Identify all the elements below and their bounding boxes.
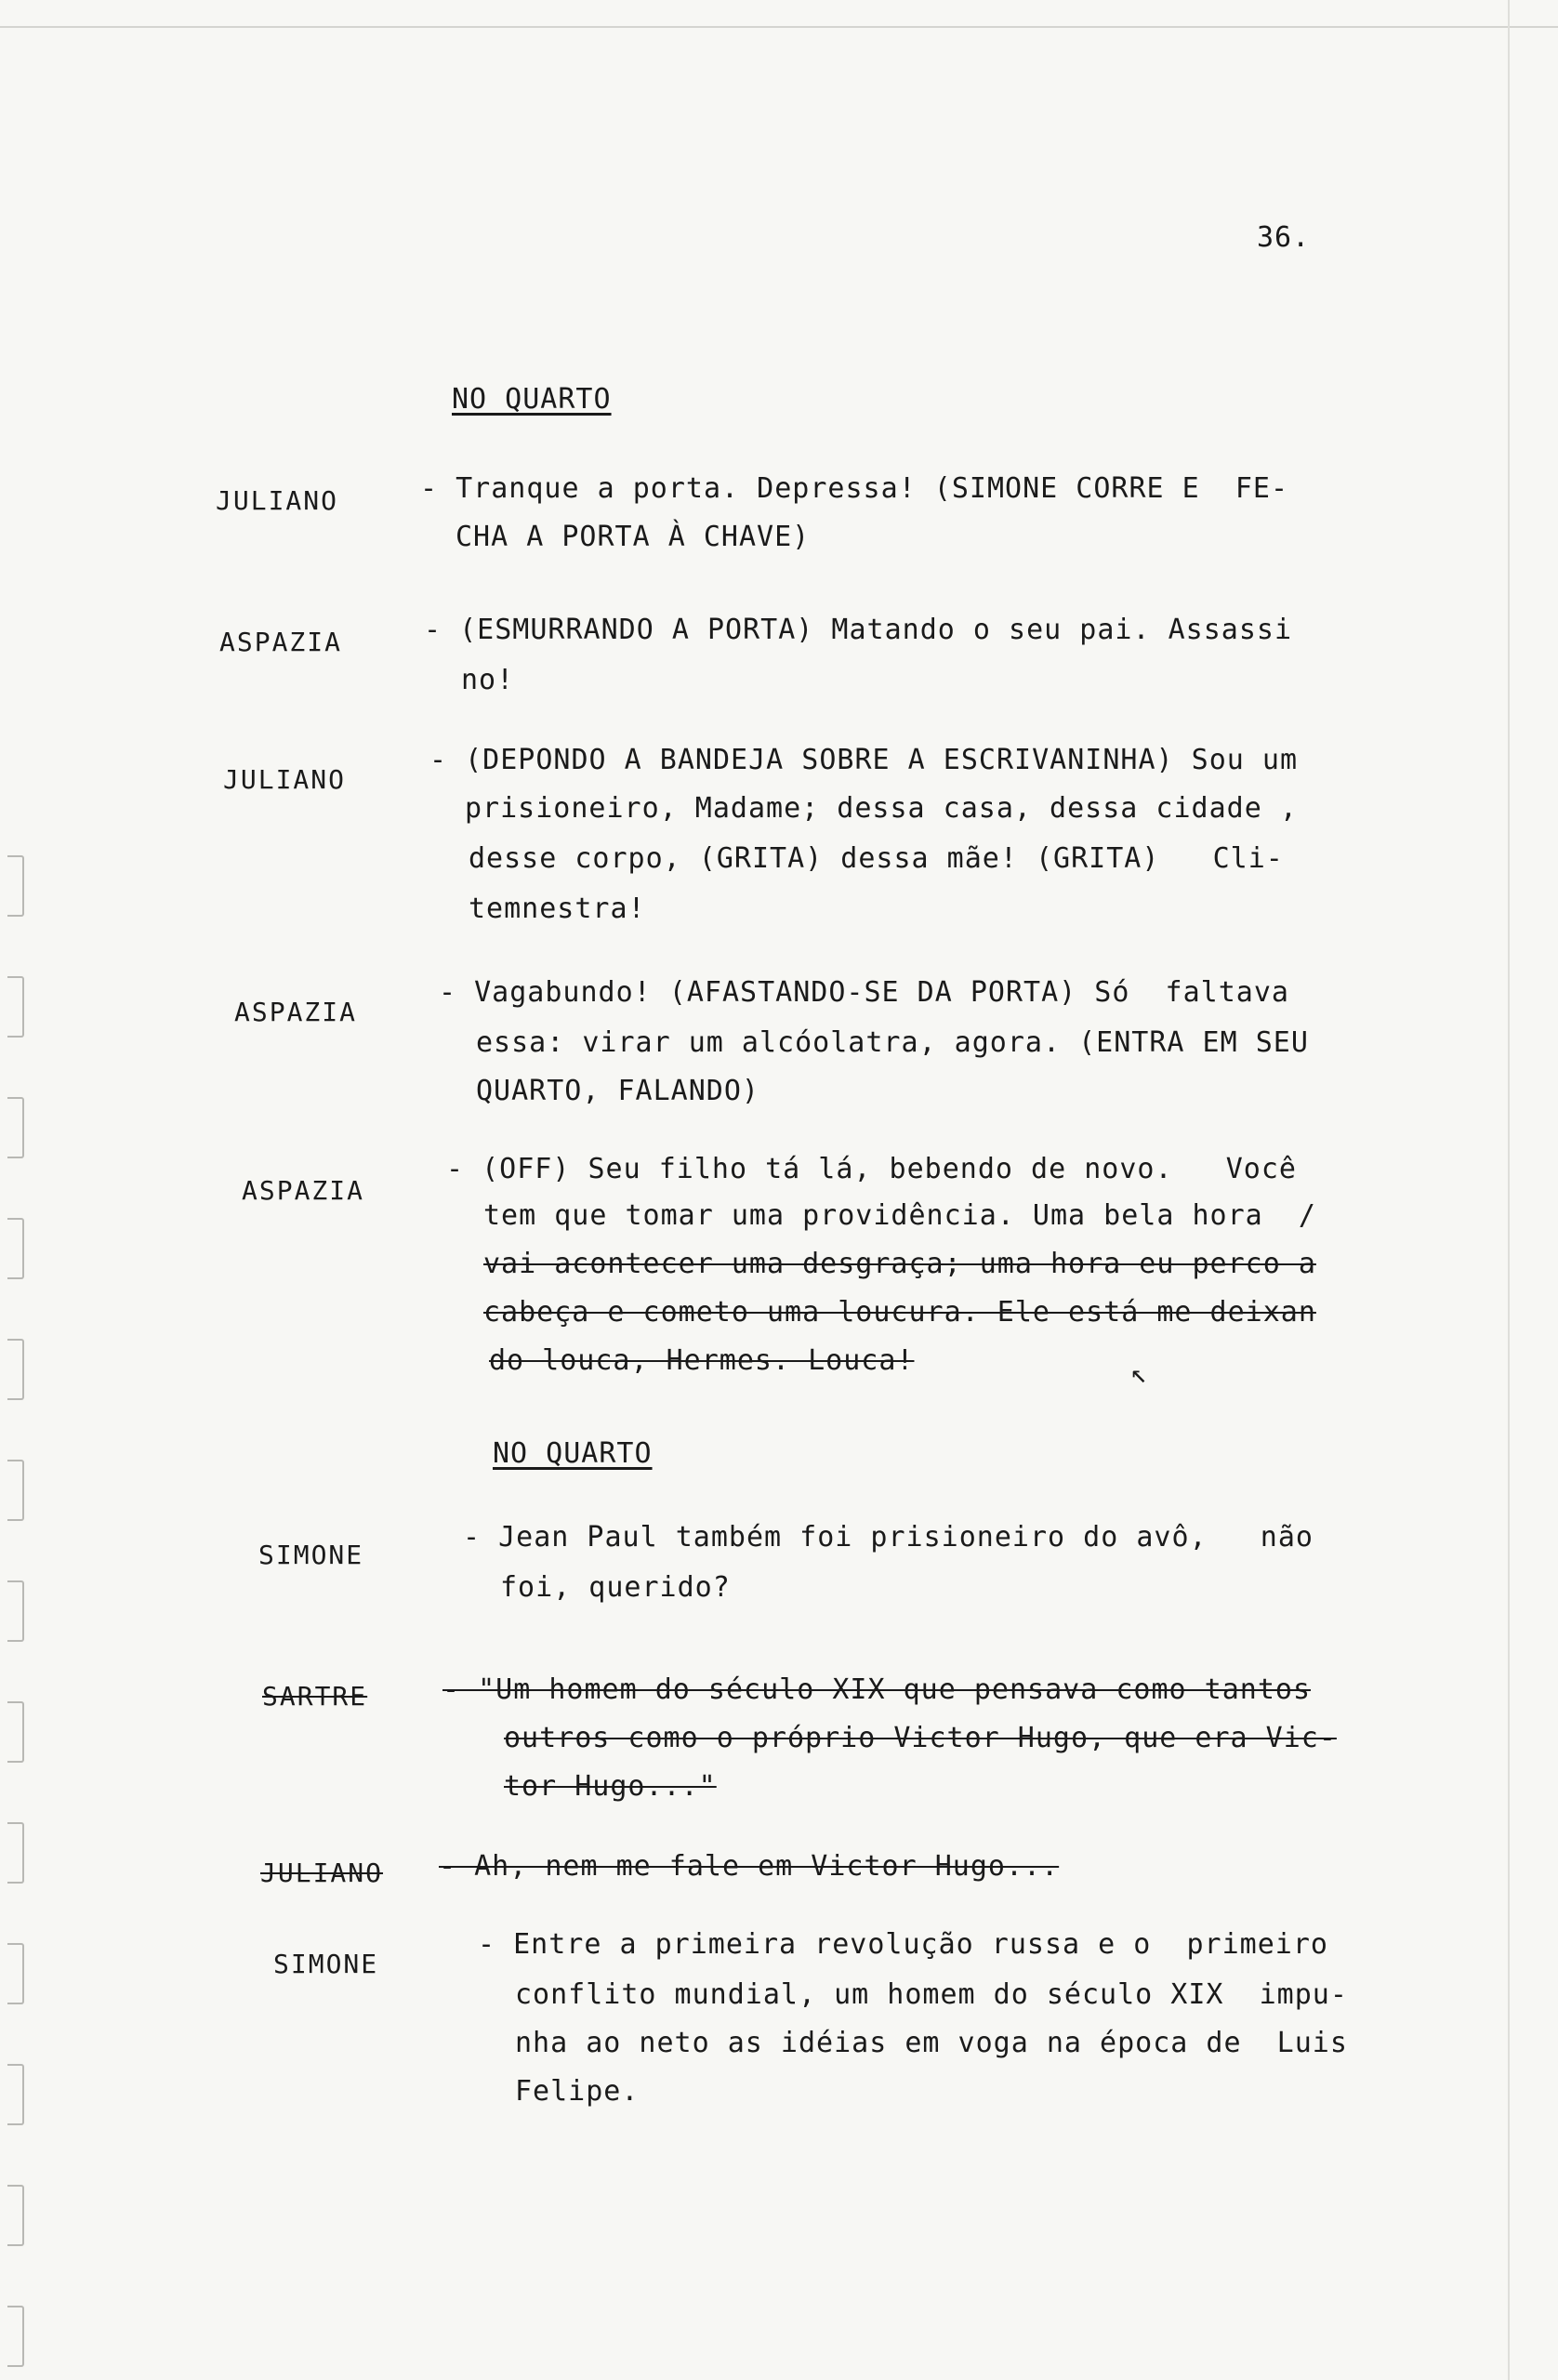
speaker-name: JULIANO	[223, 764, 347, 795]
dialogue-line: - (DEPONDO A BANDEJA SOBRE A ESCRIVANINHA) Sou um	[429, 744, 1299, 776]
dialogue-line: conflito mundial, um homem do século XIX impu-	[515, 1978, 1348, 2011]
binder-hole	[7, 2064, 24, 2125]
speaker-name: ASPAZIA	[242, 1175, 365, 1206]
speaker-name: JULIANO	[260, 1858, 384, 1888]
dialogue-line: CHA A PORTA À CHAVE)	[456, 521, 811, 553]
scan-edge-top	[0, 26, 1558, 28]
struck-line: outros como o próprio Victor Hugo, que era Vic-	[504, 1722, 1337, 1754]
binder-hole	[7, 1943, 24, 2004]
dialogue-line: temnestra!	[469, 892, 646, 925]
binder-hole	[7, 1701, 24, 1763]
dialogue-line: desse corpo, (GRITA) dessa mãe! (GRITA) Cli-	[469, 842, 1284, 875]
speaker-name: JULIANO	[216, 485, 339, 516]
speaker-name: SARTRE	[262, 1681, 368, 1712]
struck-line: cabeça e cometo uma loucura. Ele está me deixan	[483, 1296, 1316, 1329]
speaker-name: SIMONE	[273, 1949, 379, 1979]
margin-mark: ↖	[1130, 1357, 1148, 1390]
binder-hole	[7, 976, 24, 1038]
struck-line: - "Um homem do século XIX que pensava como tantos	[442, 1673, 1312, 1706]
speaker-name: SIMONE	[258, 1540, 364, 1570]
scene-heading: NO QUARTO	[493, 1437, 653, 1470]
speaker-name: ASPAZIA	[219, 627, 343, 657]
dialogue-line: Felipe.	[515, 2075, 640, 2108]
binder-hole	[7, 1822, 24, 1884]
dialogue-line: - Tranque a porta. Depressa! (SIMONE CORRE E FE-	[420, 472, 1289, 505]
dialogue-line: - (OFF) Seu filho tá lá, bebendo de novo. Você	[446, 1153, 1297, 1185]
dialogue-line: essa: virar um alcóolatra, agora. (ENTRA EM SEU	[476, 1026, 1309, 1059]
dialogue-line: - (ESMURRANDO A PORTA) Matando o seu pai. Assassi	[424, 614, 1293, 646]
binder-hole	[7, 1218, 24, 1279]
page-number: 36.	[1257, 221, 1311, 254]
binder-hole	[7, 1097, 24, 1158]
binder-hole	[7, 1460, 24, 1521]
dialogue-line: - Entre a primeira revolução russa e o primeiro	[478, 1928, 1328, 1961]
binder-hole	[7, 2306, 24, 2367]
scene-heading: NO QUARTO	[452, 383, 612, 416]
dialogue-line: QUARTO, FALANDO)	[476, 1075, 759, 1107]
binder-hole	[7, 855, 24, 917]
struck-line: do louca, Hermes. Louca!	[489, 1344, 915, 1377]
struck-line: tor Hugo..."	[504, 1770, 717, 1803]
dialogue-line: nha ao neto as idéias em voga na época de Luis	[515, 2027, 1348, 2059]
speaker-name: ASPAZIA	[234, 997, 358, 1027]
binder-hole	[7, 1580, 24, 1642]
dialogue-line: prisioneiro, Madame; dessa casa, dessa cidade ,	[465, 792, 1298, 825]
struck-line: - Ah, nem me fale em Victor Hugo...	[439, 1850, 1060, 1883]
binder-hole	[7, 1339, 24, 1400]
struck-line: vai acontecer uma desgraça; uma hora eu perco a	[483, 1248, 1316, 1280]
dialogue-line: foi, querido?	[500, 1571, 731, 1604]
binder-hole	[7, 2185, 24, 2246]
dialogue-line: - Vagabundo! (AFASTANDO-SE DA PORTA) Só faltava	[439, 976, 1289, 1009]
dialogue-line: - Jean Paul também foi prisioneiro do avô, não	[463, 1521, 1314, 1554]
scan-edge-right	[1508, 0, 1510, 2380]
binder-holes	[0, 855, 65, 2380]
dialogue-line: tem que tomar uma providência. Uma bela hora /	[483, 1199, 1316, 1232]
dialogue-line: no!	[461, 664, 515, 696]
